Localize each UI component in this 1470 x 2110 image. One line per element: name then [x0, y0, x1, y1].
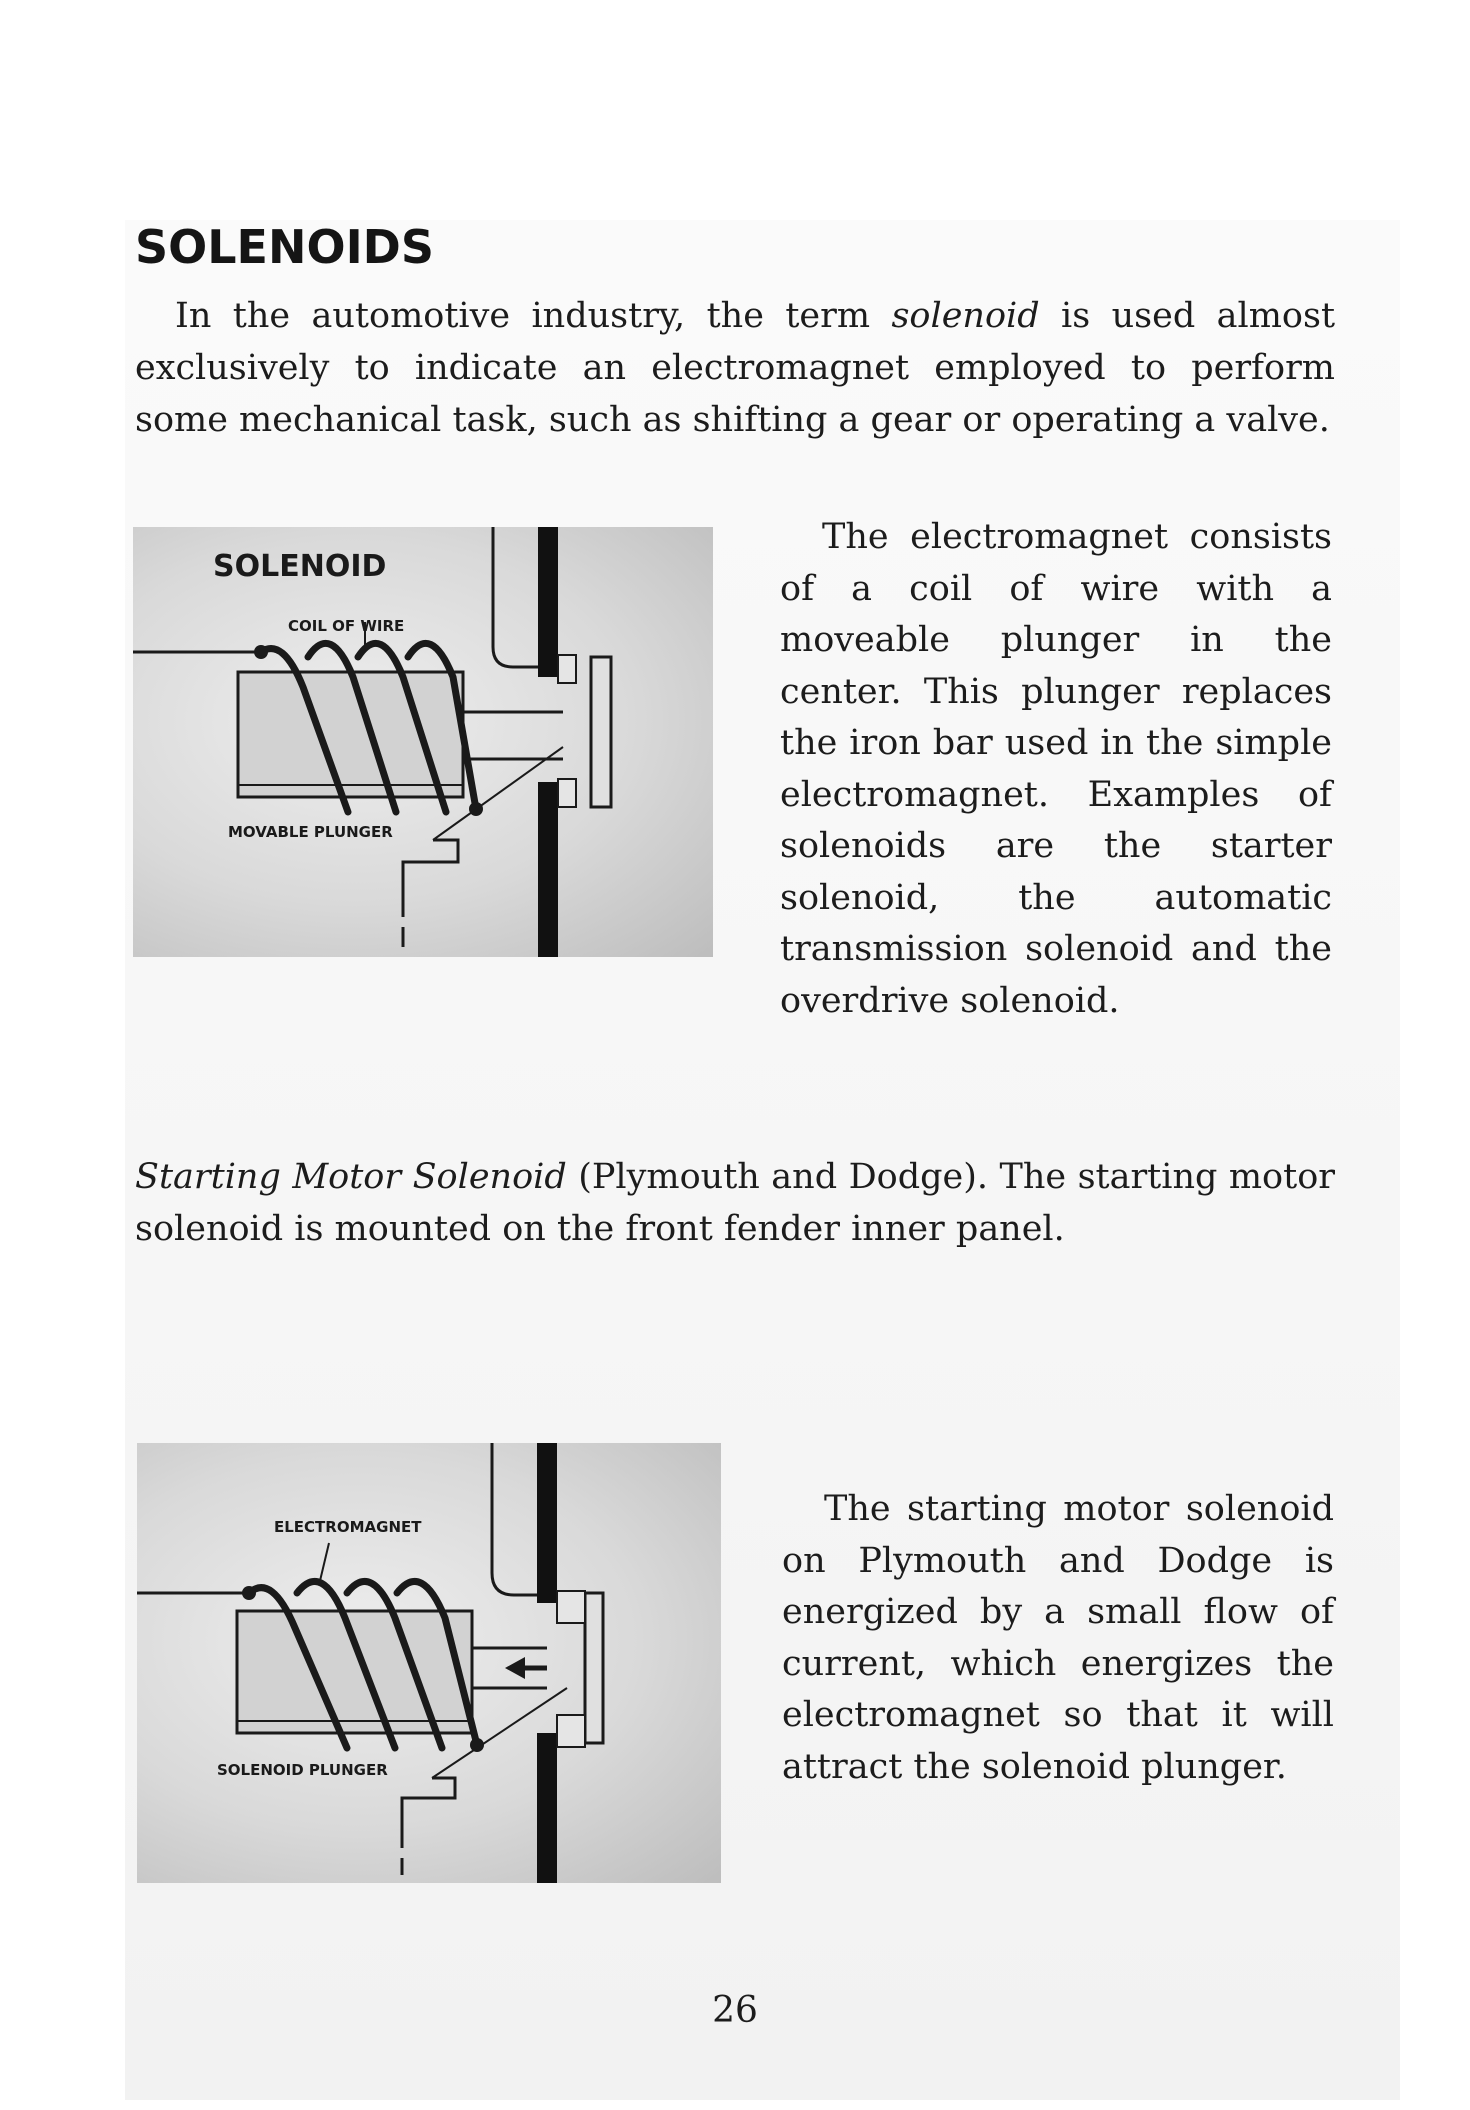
- solenoid-title-label: SOLENOID: [213, 549, 387, 584]
- solenoid-plunger-label: SOLENOID PLUNGER: [217, 1761, 388, 1779]
- electromagnet-label: ELECTROMAGNET: [274, 1518, 422, 1536]
- solenoid-figure: [133, 527, 713, 957]
- intro-paragraph: [135, 290, 1335, 446]
- starting-motor-text: (Plymouth and Dodge). The starting motor solenoid is mounted on the front fender inner panel.: [135, 1157, 1335, 1249]
- energized-paragraph: The starting motor solenoid on Plymouth and Dodge is energized by a small flow of current, which energizes the electromagnet so that it will attract the solenoid plunger.: [782, 1489, 1334, 1787]
- coil-of-wire-label: COIL OF WIRE: [288, 617, 405, 635]
- movable-plunger-label: MOVABLE PLUNGER: [228, 823, 393, 841]
- starting-motor-paragraph: [135, 1152, 1335, 1255]
- starting-solenoid-diagram: [137, 1443, 721, 1883]
- page-number: 26: [712, 1990, 758, 2031]
- starting-motor-lead: Starting Motor Solenoid: [135, 1157, 567, 1197]
- intro-term: solenoid: [891, 296, 1040, 336]
- page-heading: SOLENOIDS: [135, 220, 434, 274]
- intro-text-after: is used almost exclusively to indicate an electromagnet employed to perform some mechanical task, such as shifting a gear or operating a valve.: [135, 296, 1336, 440]
- electromagnet-paragraph: The electromagnet consists of a coil of wire with a moveable plunger in the center. This plunger replaces the iron bar used in the simple electromagnet. Examples of solenoids are the starter solenoid, the automatic transmission solenoid and the overdrive solenoid.: [780, 517, 1332, 1021]
- starting-solenoid-figure: [137, 1443, 721, 1883]
- solenoid-diagram: [133, 527, 713, 957]
- intro-text-before: In the automotive industry, the term: [175, 296, 892, 336]
